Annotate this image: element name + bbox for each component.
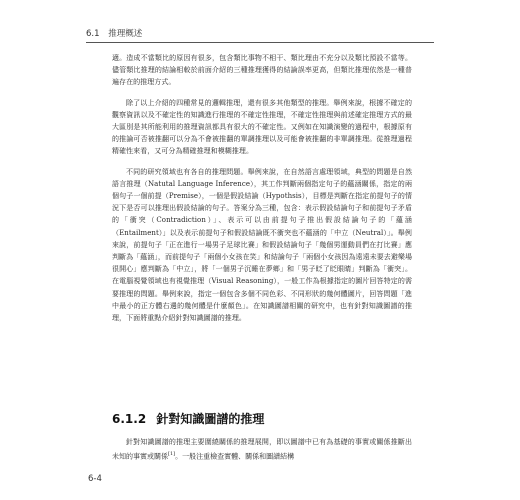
paragraph-other-reasoning: 除了以上介紹的四種常見的邏輯推理，還有很多其他類型的推理。舉例來說，根據不確定的觀察資訊以及不確定性的知識進行推理的不確定性推理，不確定性推理與前述確定推理方式的最大區別是其所能利用的推理資訊都具有很大的不確定性。又例如在知識演變的過程中，根據原有的推論可否被推翻可以分為不會被推翻的單調推理以及可能會被推翻的非單調推理。從推理過程精確性來看，又可分為精確推理和模糊推理。 [112, 98, 412, 156]
paragraph-kg-reasoning [112, 436, 412, 463]
section-title: 針對知識圖譜的推理 [156, 412, 265, 426]
section-number: 6.1.2 [112, 412, 147, 426]
citation-marker: [1] [168, 451, 176, 458]
paragraph-kg-reasoning-text: 針對知識圖譜的推理主要圍繞關係的推理展開，即以圖譜中已有為基礎的事實或關係推斷出未知的事實或關係 [112, 438, 412, 461]
paragraph-analogy-conclusion: 適。造成不當類比的原因有很多，包含類比事物不相干、類比理由不充分以及類比預設不當等。儘管類比推理的結論相較於前面介紹的三種推理獲得的結論誤率更高，但類比推理依然是一種普遍存在的推理方式。 [112, 54, 412, 87]
running-head [86, 27, 142, 39]
paragraph-domain-reasoning: 不同的研究領域也有各自的推理問題。舉例來說，在自然語言處理領域，典型的問題是自然語言推理（Natutal Language Inference），其工作判斷兩個指定句子的蘊涵關係，指定的兩個句子一個前提（Premise），一個是假設結論（Hypothsis），目標是判斷在指定前提句子的情況下是否可以推理出假設結論的句子。答案分為三種，包含：表示假設結論句子和前提句子矛盾的「衝突（Contradiction）」、表示可以由前提句子推出假設結論句子的「蘊涵（Entailment）」以及表示前提句子和假設結論既不衝突也不蘊涵的「中立（Neutral）」。舉例來說，前提句子「正在進行一場男子足球比賽」和假設結論句子「幾個男運動員們在打比賽」應判斷為「蘊涵」，而前提句子「兩個小女孩在笑」和結論句子「兩個小女孩因為遠遠未要去避樂場很開心」應判斷為「中立」，將「一個男子沉睡在夢鄉」和「男子眨了眨眼睛」判斷為「衝突」。在電腦視覺領域也有視覺推理（Visual Reasoning），一般工作為根據指定的圖片回答特定的需要推理的問題。舉例來說，指定一個包含多個不同色彩、不同形狀的幾何體圖片，回答問題「進中最小的正方體右邊的幾何體是什麼顏色」。在知識圖譜相關的研究中，也有針對知識圖譜的推理，下面將重點介紹針對知識圖譜的推理。 [112, 167, 412, 323]
page-number: 6-4 [88, 474, 102, 484]
header-rule [86, 42, 434, 43]
running-head-section-number: 6.1 [86, 29, 100, 39]
body-text [112, 52, 412, 332]
section-heading [112, 410, 264, 427]
paragraph-kg-reasoning-text-after: 。一般注重檢查實體、關係和圖譜結構 [175, 452, 295, 461]
running-head-section-title: 推理概述 [108, 29, 143, 39]
